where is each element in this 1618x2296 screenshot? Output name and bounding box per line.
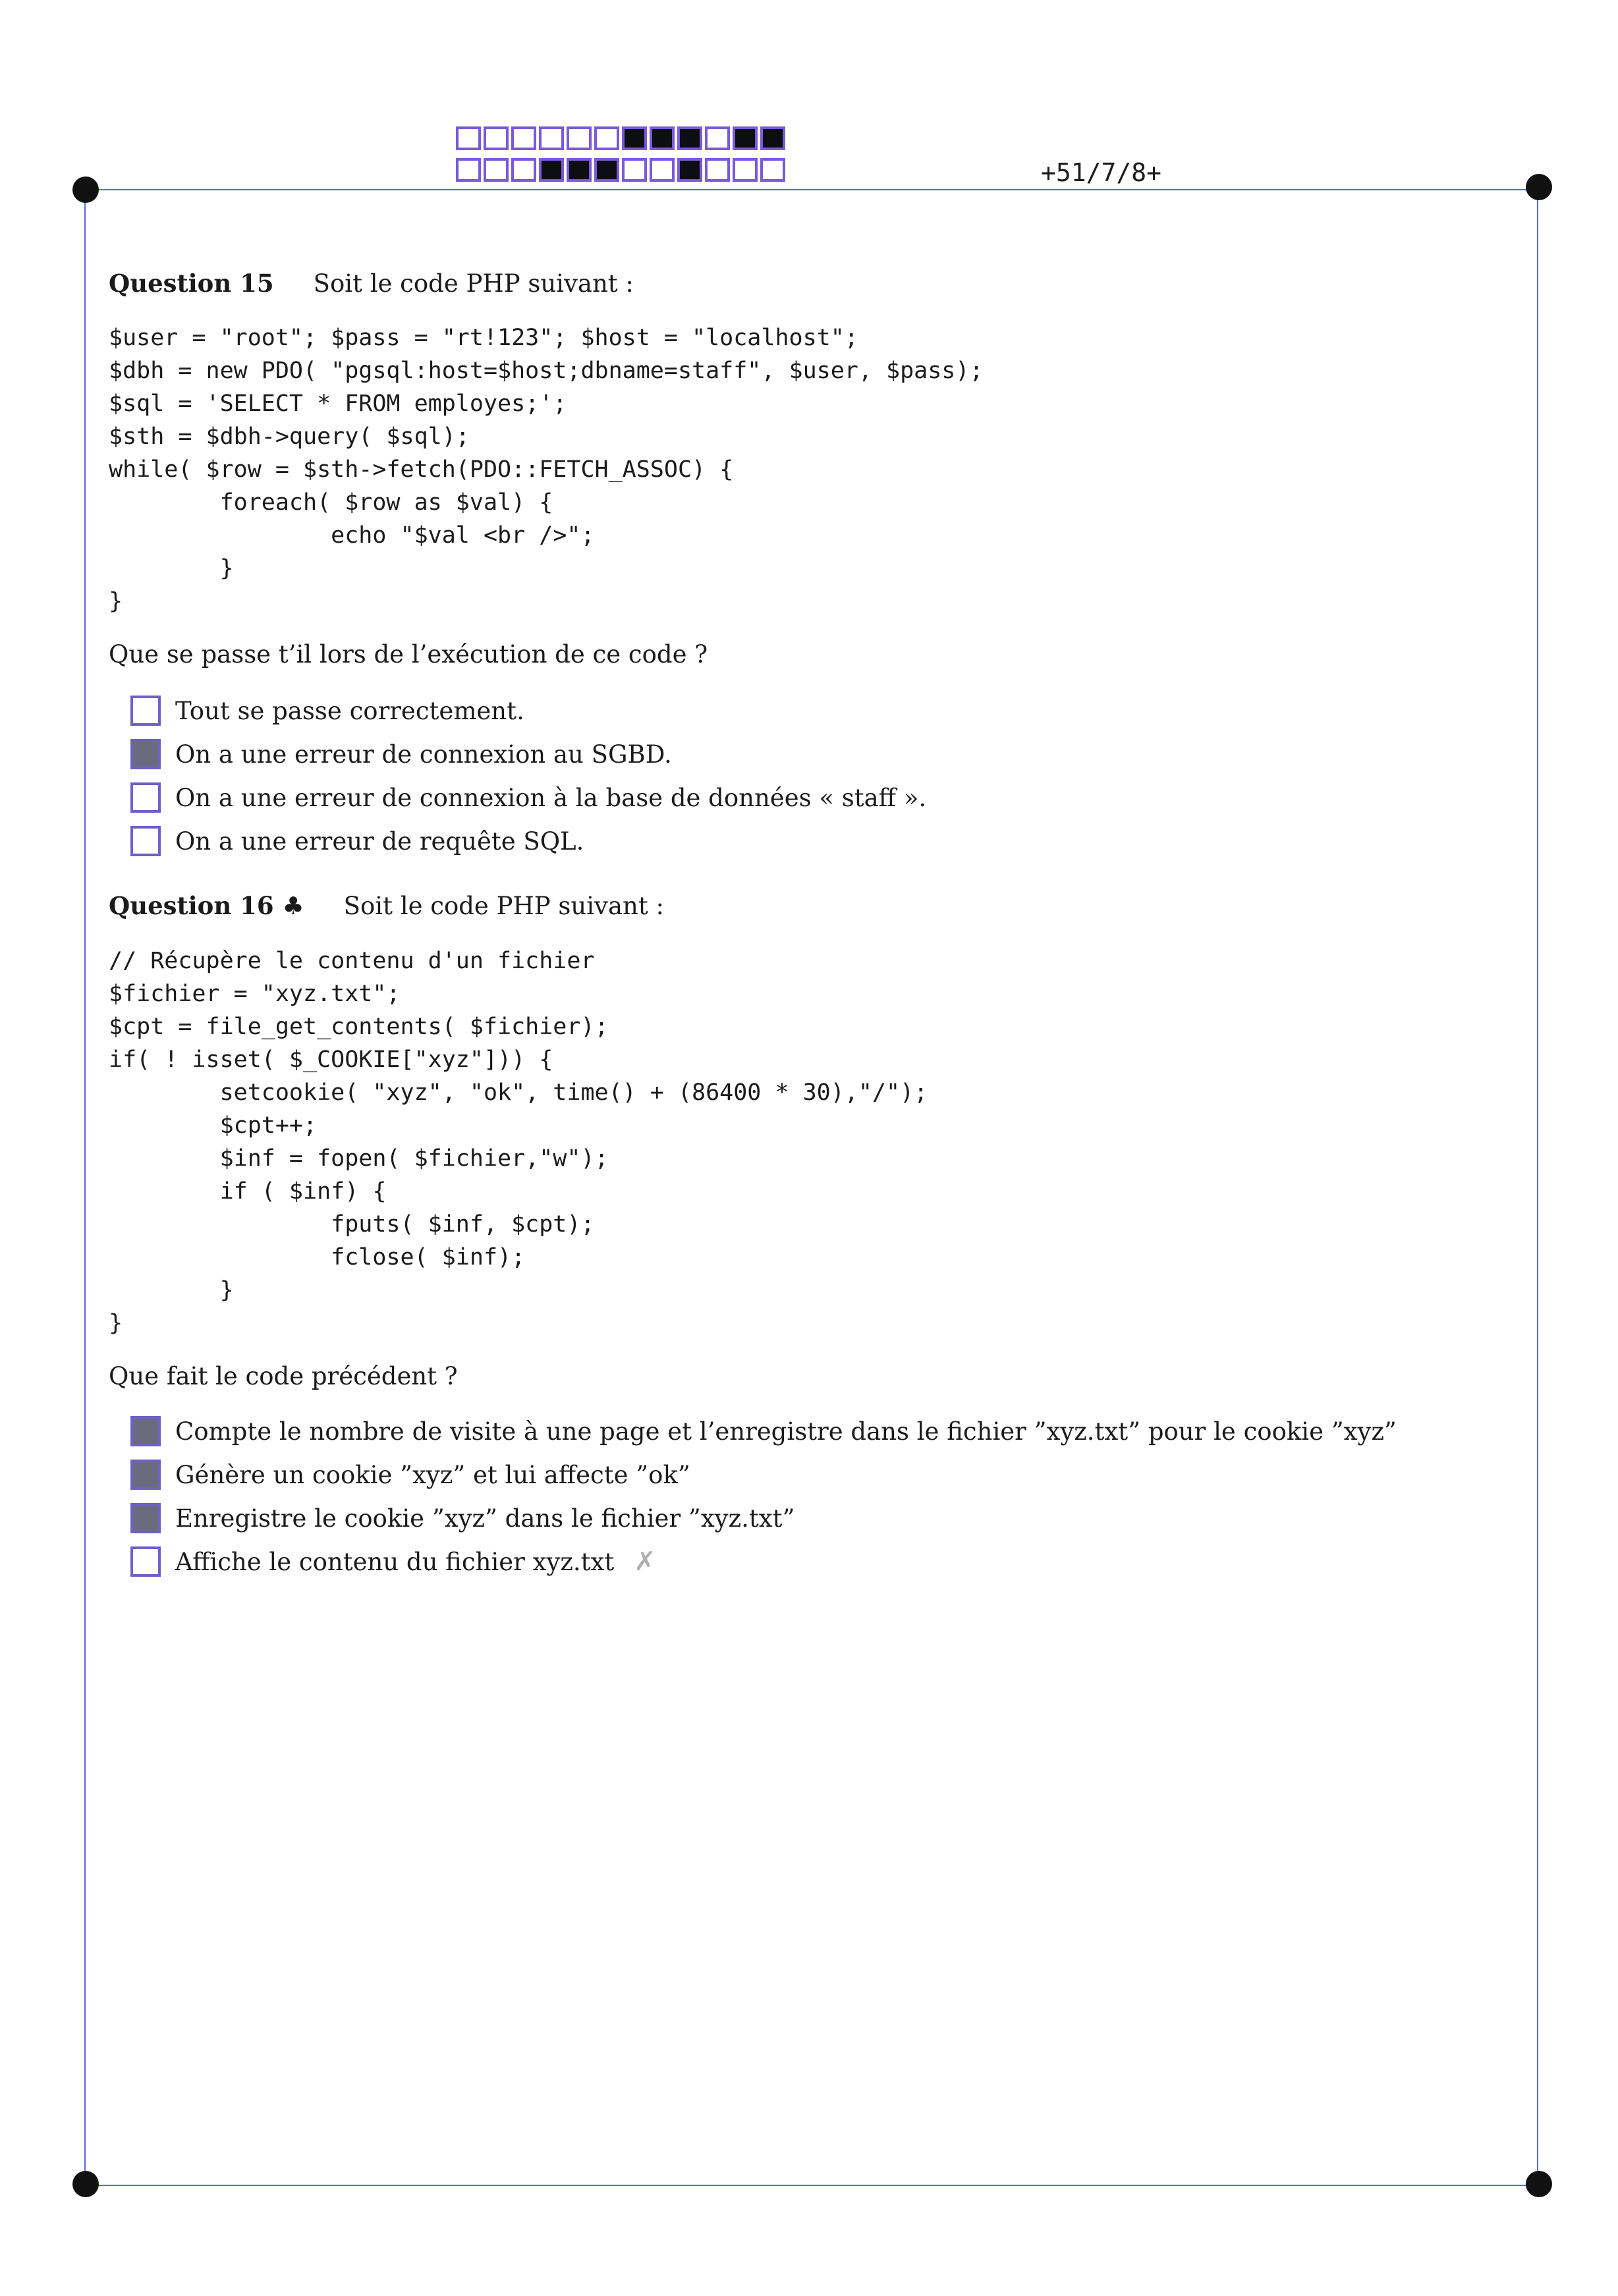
barcode-cell (650, 158, 675, 182)
code-block: $user = "root"; $pass = "rt!123"; $host = "localhost"; $dbh = new PDO( "pgsql:host=$host;dbname=staff", $user, $pass); $sql = 'SELECT * FROM employes;'; $sth = $dbh->query( $sql); while( $row = $sth->fetch(PDO::FETCH_ASSOC) { foreach( $row as $val) { echo "$val <br />"; } } (109, 325, 984, 615)
barcode-cell (622, 158, 647, 182)
corner-marker (1526, 2171, 1552, 2197)
barcode-cell (484, 126, 509, 150)
barcode-cell (539, 126, 564, 150)
checkbox[interactable] (130, 826, 161, 856)
checked-checkbox[interactable] (130, 1416, 161, 1446)
answer-option[interactable] (130, 819, 926, 863)
question-number: Question 16 ♣ (109, 891, 304, 920)
question-number: Question 15 (109, 269, 274, 298)
answer-label: Compte le nombre de visite à une page et l’enregistre dans le fichier ”xyz.txt” pour le cookie ”xyz” (175, 1417, 1397, 1446)
answer-label: Génère un cookie ”xyz” et lui affecte ”ok” (175, 1460, 690, 1489)
checkbox[interactable] (130, 1546, 161, 1577)
question-15-header (109, 269, 634, 298)
barcode-cell (677, 126, 702, 150)
barcode-cell (650, 126, 675, 150)
page-id: +51/7/8+ (1041, 158, 1162, 187)
answer-label: Enregistre le cookie ”xyz” dans le fichier ”xyz.txt” (175, 1504, 795, 1533)
checkbox[interactable] (130, 782, 161, 813)
barcode-cell (760, 158, 785, 182)
answer-label: Affiche le contenu du fichier xyz.txt (175, 1547, 615, 1576)
checkbox[interactable] (130, 696, 161, 726)
corner-marker (72, 2171, 99, 2197)
barcode-cell (456, 126, 481, 150)
question-intro: Soit le code PHP suivant : (343, 892, 664, 920)
answer-label: On a une erreur de connexion à la base de données « staff ». (175, 783, 927, 812)
barcode-cell (539, 158, 564, 182)
checked-checkbox[interactable] (130, 1460, 161, 1490)
answer-label: On a une erreur de connexion au SGBD. (175, 740, 672, 769)
answer-list (130, 689, 926, 863)
answer-option[interactable] (130, 689, 926, 732)
barcode-cell (733, 158, 758, 182)
answer-option[interactable] (130, 1453, 1397, 1496)
answer-label: On a une erreur de requête SQL. (175, 827, 584, 856)
barcode-cell (484, 158, 509, 182)
corner-marker (72, 177, 99, 203)
barcode-cell (594, 126, 619, 150)
barcode-cell (456, 158, 481, 182)
barcode-cell (733, 126, 758, 150)
question-prompt: Que fait le code précédent ? (109, 1362, 458, 1390)
barcode-cell (705, 126, 730, 150)
question-16-header (109, 891, 664, 920)
answer-option[interactable] (130, 1409, 1397, 1453)
answer-option[interactable] (130, 776, 926, 819)
answer-option[interactable] (130, 732, 926, 776)
barcode-cell (677, 158, 702, 182)
answer-list (130, 1409, 1397, 1583)
barcode-cell (511, 158, 536, 182)
answer-label: Tout se passe correctement. (175, 696, 524, 725)
barcode-row (456, 126, 788, 150)
question-intro: Soit le code PHP suivant : (313, 269, 634, 298)
answer-option[interactable] (130, 1496, 1397, 1540)
barcode-cell (705, 158, 730, 182)
barcode-cell (511, 126, 536, 150)
code-block: // Récupère le contenu d'un fichier $fichier = "xyz.txt"; $cpt = file_get_contents( $fichier); if( ! isset( $_COOKIE["xyz"])) { setcookie( "xyz", "ok", time() + (86400 * 30),"/"); $cpt++; $inf = fopen( $fichier,"w"); if ( $inf) { fputs( $inf, $cpt); fclose( $inf); } } (109, 948, 928, 1336)
checked-checkbox[interactable] (130, 739, 161, 769)
question-prompt: Que se passe t’il lors de l’exécution de ce code ? (109, 640, 708, 669)
corner-marker (1526, 174, 1552, 200)
answer-option[interactable] (130, 1540, 1397, 1583)
handwritten-mark: ✗ (634, 1546, 656, 1577)
barcode-cell (760, 126, 785, 150)
barcode-row (456, 158, 788, 182)
barcode-cell (622, 126, 647, 150)
barcode-cell (594, 158, 619, 182)
barcode-cell (567, 126, 592, 150)
checked-checkbox[interactable] (130, 1503, 161, 1533)
barcode-cell (567, 158, 592, 182)
